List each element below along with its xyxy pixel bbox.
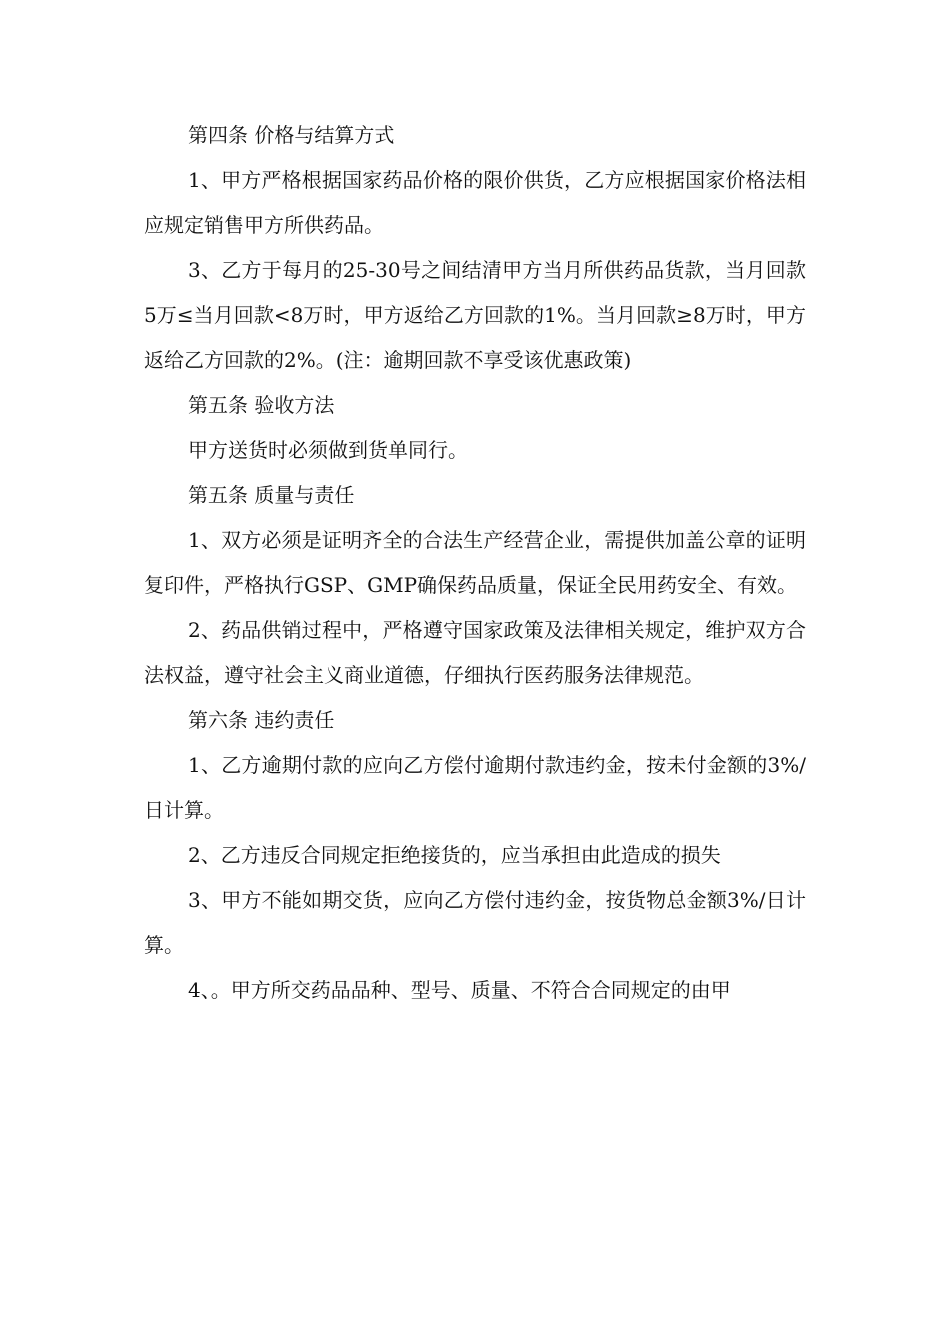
article-6-clause-1: 1、乙方逾期付款的应向乙方偿付逾期付款违约金，按未付金额的3%/日计算。: [144, 753, 806, 822]
article-5-quality-clause-1: 1、双方必须是证明齐全的合法生产经营企业，需提供加盖公章的证明复印件，严格执行GSP、GMP确保药品质量，保证全民用药安全、有效。: [144, 528, 806, 597]
article-4-clause-3: 3、乙方于每月的25-30号之间结清甲方当月所供药品货款，当月回款5万≤当月回款<8万时，甲方返给乙方回款的1%。当月回款≥8万时，甲方返给乙方回款的2%。(注：逾期回款不享受该优惠政策): [144, 258, 806, 372]
article-6-clause-4: 4、。甲方所交药品品种、型号、质量、不符合合同规定的由甲: [188, 978, 731, 1002]
article-5-heading-acceptance: 第五条 验收方法: [188, 393, 335, 417]
article-5-quality-clause-2: 2、药品供销过程中，严格遵守国家政策及法律相关规定，维护双方合法权益，遵守社会主义商业道德，仔细执行医药服务法律规范。: [144, 618, 806, 687]
article-5-heading-quality: 第五条 质量与责任: [188, 483, 355, 507]
article-6-clause-2: 2、乙方违反合同规定拒绝接货的，应当承担由此造成的损失: [188, 843, 721, 867]
article-6-heading: 第六条 违约责任: [188, 708, 335, 732]
article-4-clause-1: 1、甲方严格根据国家药品价格的限价供货，乙方应根据国家价格法相应规定销售甲方所供药品。: [144, 168, 806, 237]
article-6-clause-3: 3、甲方不能如期交货，应向乙方偿付违约金，按货物总金额3%/日计算。: [144, 888, 806, 957]
article-5-acceptance-text: 甲方送货时必须做到货单同行。: [188, 438, 468, 462]
article-4-heading: 第四条 价格与结算方式: [188, 123, 395, 147]
document-page: [144, 113, 806, 1013]
